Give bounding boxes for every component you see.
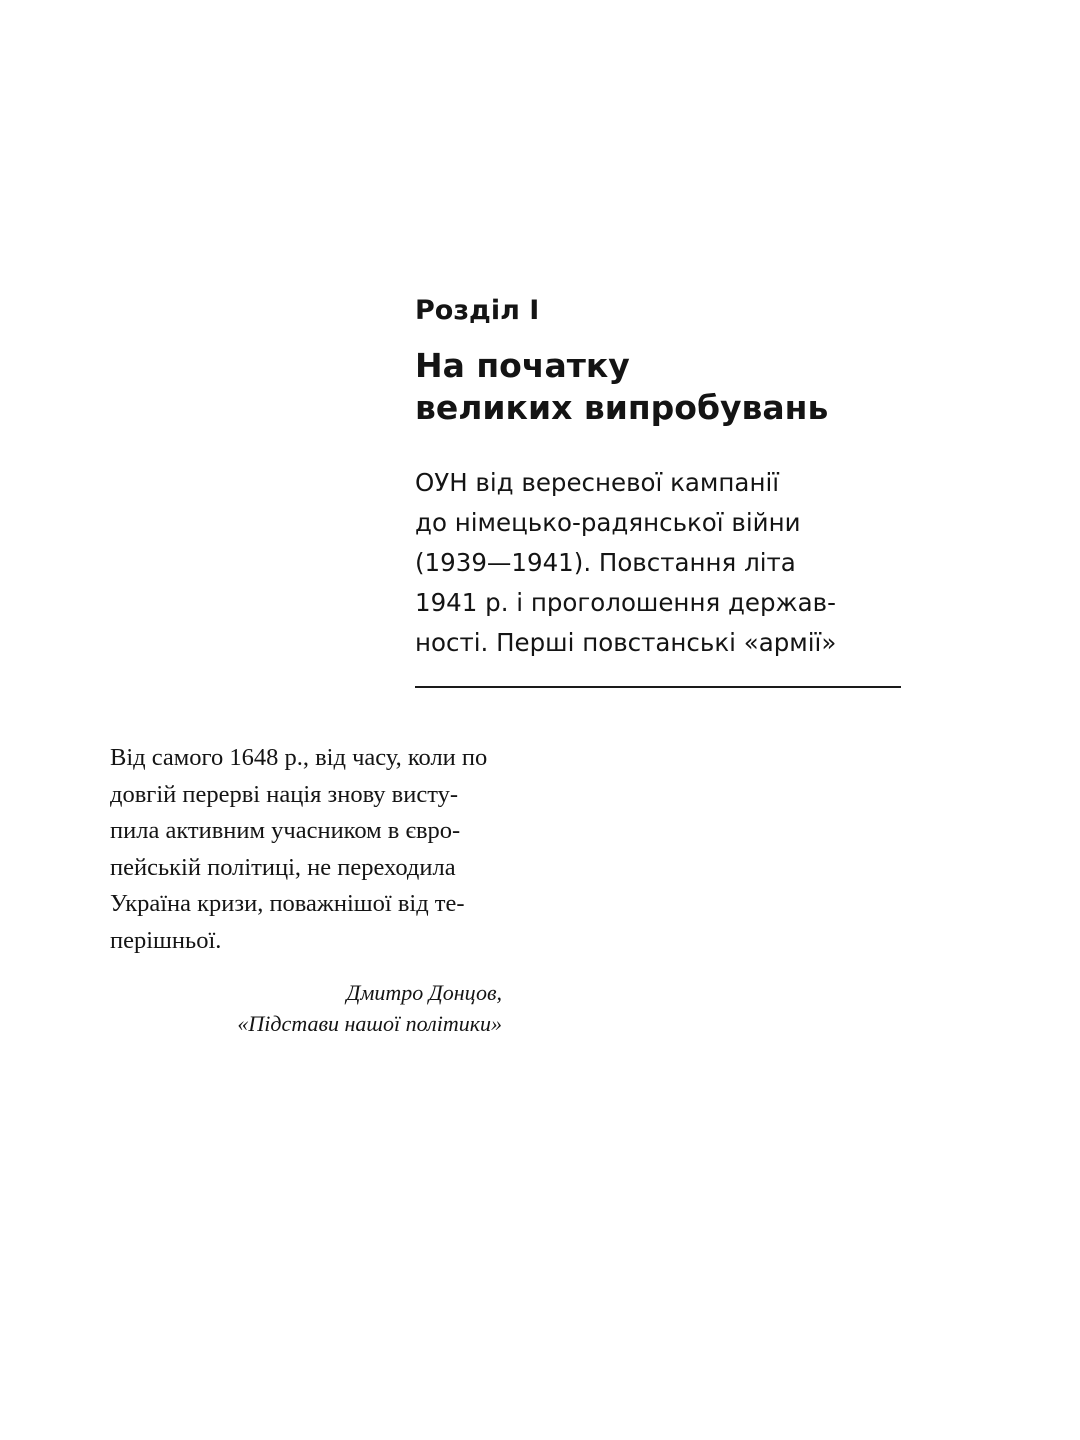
epigraph-quote-line: Від самого 1648 р., від часу, коли по — [110, 744, 488, 771]
epigraph-quote-line: перішньої. — [110, 926, 222, 954]
epigraph-source: «Підстави нашої політики» — [237, 1011, 502, 1036]
chapter-subtitle-line: (1939—1941). Повстання літа — [415, 548, 796, 577]
chapter-subtitle-line: до німецько-радянської війни — [415, 508, 801, 537]
chapter-subtitle-line: ОУН від вересневої кампанії — [415, 468, 780, 497]
epigraph-quote-line: довгій перерві нація знову висту- — [110, 780, 459, 808]
chapter-label: Розділ I — [415, 295, 540, 326]
epigraph-quote-line: пейській політиці, не переходила — [110, 853, 456, 881]
epigraph — [110, 740, 502, 1039]
epigraph-attribution — [110, 977, 502, 1039]
chapter-subtitle-line: ності. Перші повстанські «армії» — [415, 628, 837, 657]
chapter-title — [415, 345, 915, 429]
epigraph-quote — [110, 740, 502, 959]
epigraph-quote-line: Україна кризи, поважнішої від те- — [110, 890, 465, 917]
chapter-subtitle — [415, 463, 915, 663]
chapter-title-line: великих випробувань — [415, 388, 829, 427]
chapter-subtitle-line: 1941 р. і проголошення держав- — [415, 588, 836, 617]
chapter-heading-block — [415, 293, 915, 663]
epigraph-author: Дмитро Донцов, — [346, 980, 502, 1005]
horizontal-divider — [415, 686, 901, 688]
epigraph-quote-line: пила активним учасником в євро- — [110, 817, 461, 844]
chapter-title-line: На початку — [415, 346, 630, 385]
